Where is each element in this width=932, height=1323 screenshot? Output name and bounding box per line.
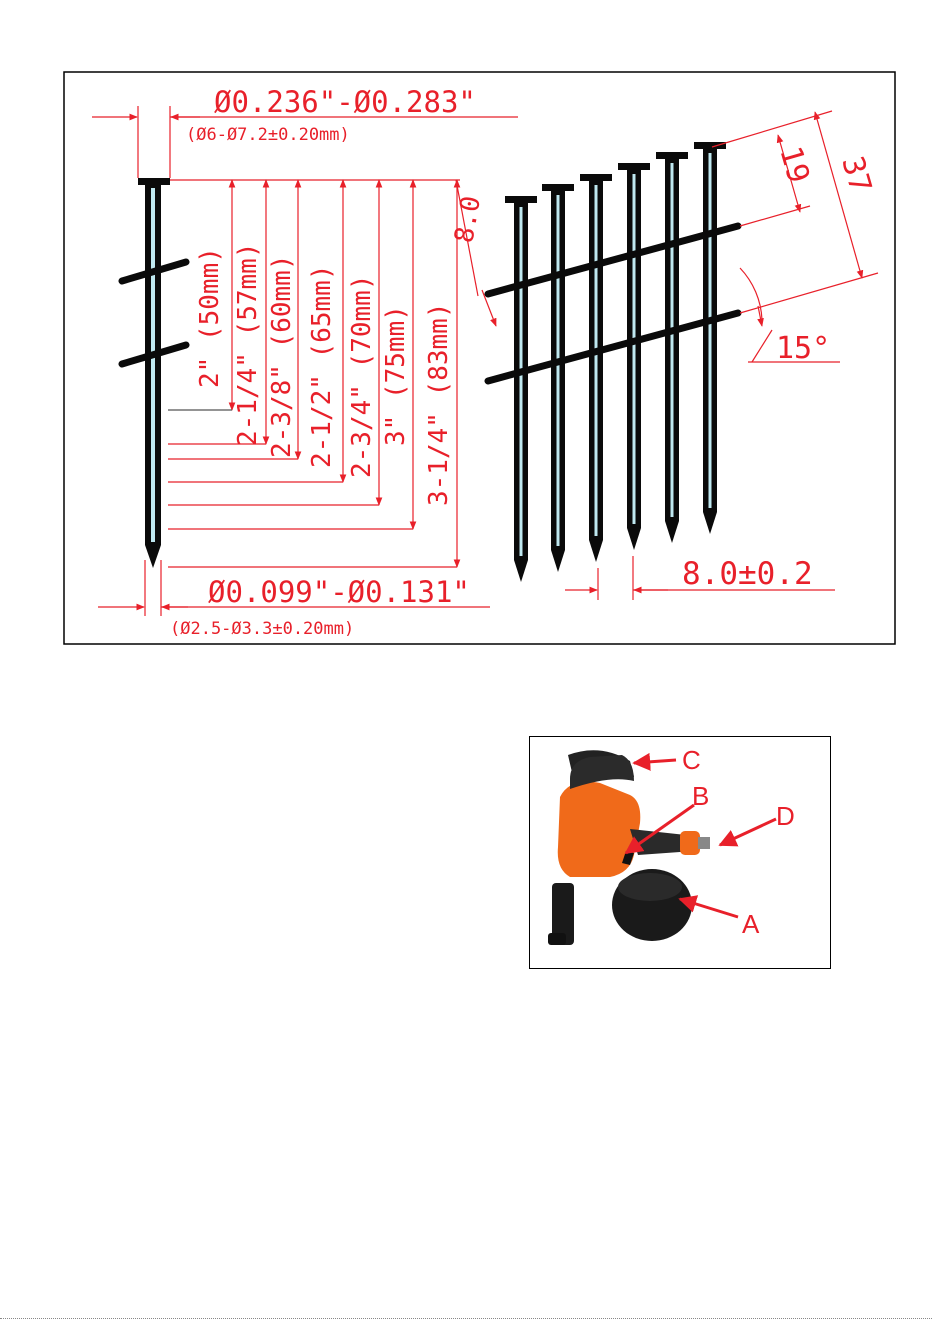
coil-nail — [505, 196, 537, 582]
callout-b-label: B — [692, 781, 710, 811]
length-label-5: 2-3/4" (70mm) — [347, 274, 377, 478]
single-nail — [122, 178, 186, 568]
length-label-6: 3" (75mm) — [381, 305, 411, 446]
angle-label: 15° — [776, 331, 831, 366]
nail-pitch-label: 8.0±0.2 — [682, 556, 813, 592]
length-label-2: 2-1/4" (57mm) — [233, 242, 263, 446]
callout-d-label: D — [776, 801, 795, 831]
shank-diameter-label: Ø0.099"-Ø0.131" — [208, 575, 470, 609]
nailer-photo-panel — [529, 736, 831, 969]
length-label-7: 3-1/4" (83mm) — [424, 302, 454, 506]
coil-nail — [656, 152, 688, 543]
coil-nail — [580, 174, 612, 562]
head-diameter-mm-label: (Ø6-Ø7.2±0.20mm) — [186, 125, 350, 145]
length-label-3: 2-3/8" (60mm) — [267, 254, 297, 458]
page-bottom-rule — [0, 1318, 932, 1319]
length-label-1: 2" (50mm) — [195, 247, 225, 388]
callout-c-label: C — [682, 745, 701, 775]
coil-nail — [618, 163, 650, 550]
coil-nail-strip — [505, 142, 726, 582]
length-labels — [195, 243, 454, 507]
coil-nailer-illustration — [530, 737, 830, 968]
coil-nail — [694, 142, 726, 534]
wire-offset-label: 8.0 — [449, 193, 488, 246]
wire-spacing-37-label: 37 — [834, 152, 878, 197]
shank-diameter-mm-label: (Ø2.5-Ø3.3±0.20mm) — [170, 619, 355, 639]
wire-spacing-19-label: 19 — [772, 142, 816, 187]
length-label-4: 2-1/2" (65mm) — [307, 264, 337, 468]
coil-nail — [542, 184, 574, 572]
head-diameter-label: Ø0.236"-Ø0.283" — [214, 85, 476, 119]
callout-a-label: A — [742, 909, 760, 939]
